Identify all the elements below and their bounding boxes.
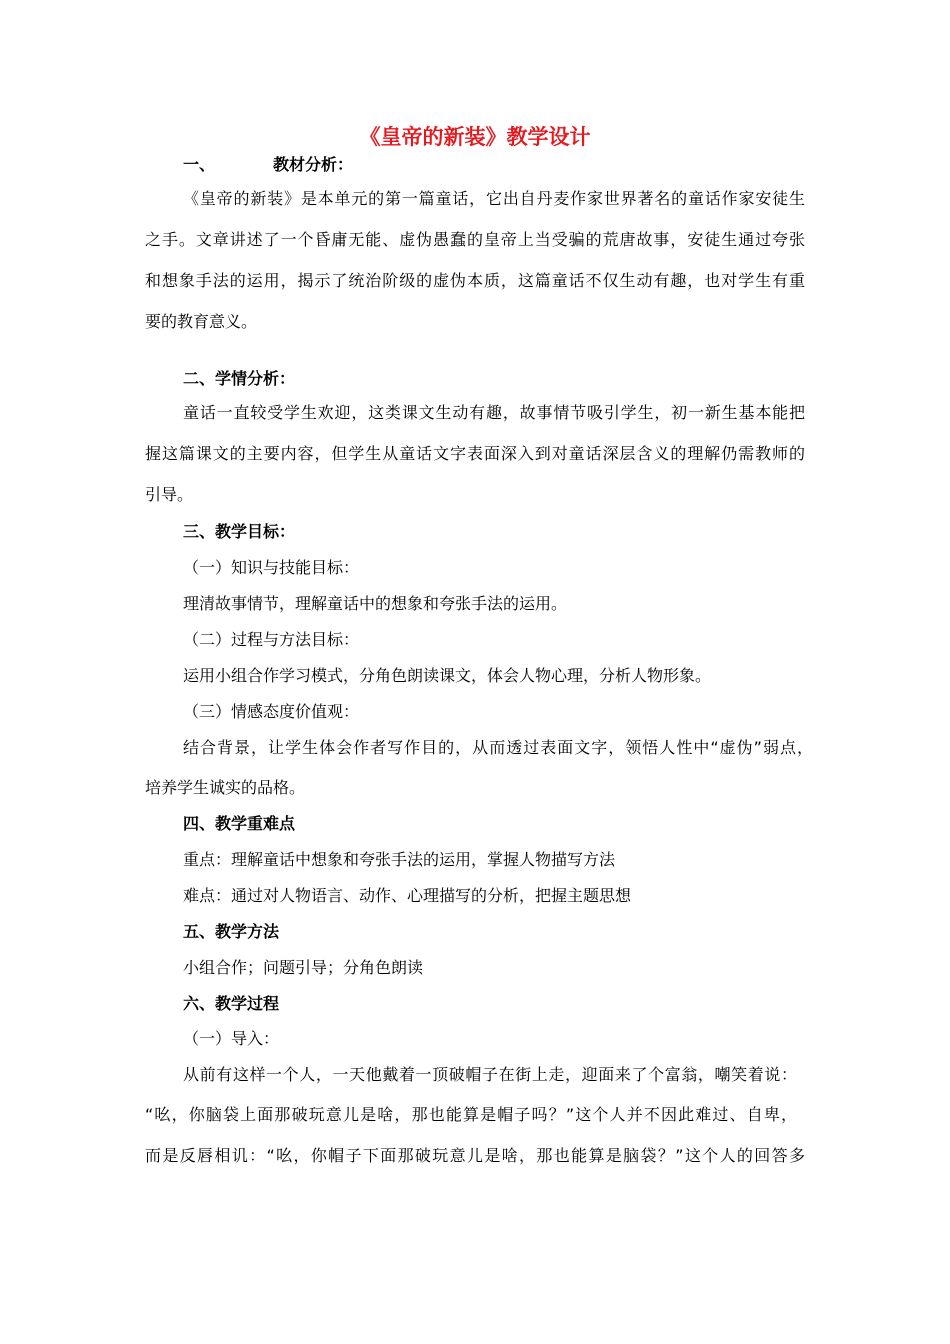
section-6-heading: 六、教学过程 bbox=[183, 994, 280, 1013]
section-6-intro-line: 从前有这样一个人，一天他戴着一顶破帽子在街上走，迎面来了个富翁，嘲笑着说： bbox=[183, 1065, 797, 1084]
section-3-subheading-process: （二）过程与方法目标： bbox=[183, 630, 360, 649]
section-3-emotion-line: 结合背景，让学生体会作者写作目的，从而透过表面文字，领悟人性中“虚伪”弱点， bbox=[183, 738, 813, 757]
section-4-key-point: 重点：理解童话中想象和夸张手法的运用，掌握人物描写方法 bbox=[183, 850, 616, 869]
section-1-heading: 教材分析： bbox=[273, 155, 354, 174]
section-3-knowledge-text: 理清故事情节，理解童话中的想象和夸张手法的运用。 bbox=[183, 594, 568, 613]
document-title: 《皇帝的新装》教学设计 bbox=[359, 125, 591, 149]
section-2-paragraph-line: 握这篇课文的主要内容，但学生从童话文字表面深入到对童话深层含义的理解仍需教师的 bbox=[145, 444, 805, 463]
section-6-intro-line: “吆，你脑袋上面那破玩意儿是啥，那也能算是帽子吗？”这个人并不因此难过、自卑， bbox=[145, 1105, 797, 1124]
section-6-subheading-intro: （一）导入： bbox=[183, 1029, 280, 1048]
section-1-paragraph-line: 《皇帝的新装》是本单元的第一篇童话，它出自丹麦作家世界著名的童话作家安徒生 bbox=[183, 189, 805, 208]
section-3-subheading-knowledge: （一）知识与技能目标： bbox=[183, 558, 360, 577]
section-3-heading: 三、教学目标： bbox=[183, 522, 296, 541]
section-4-difficult-point: 难点：通过对人物语言、动作、心理描写的分析，把握主题思想 bbox=[183, 886, 632, 905]
section-1-paragraph-line: 和想象手法的运用，揭示了统治阶级的虚伪本质，这篇童话不仅生动有趣，也对学生有重 bbox=[145, 271, 805, 290]
section-5-heading: 五、教学方法 bbox=[183, 922, 280, 941]
section-2-paragraph-line: 童话一直较受学生欢迎，这类课文生动有趣，故事情节吸引学生，初一新生基本能把 bbox=[183, 403, 805, 422]
section-1-paragraph-line: 要的教育意义。 bbox=[145, 312, 258, 331]
section-5-methods-text: 小组合作；问题引导；分角色朗读 bbox=[183, 958, 424, 977]
section-4-heading: 四、教学重难点 bbox=[183, 814, 296, 833]
section-1-paragraph-line: 之手。文章讲述了一个昏庸无能、虚伪愚蠢的皇帝上当受骗的荒唐故事，安徒生通过夸张 bbox=[145, 230, 805, 249]
section-3-emotion-line: 培养学生诚实的品格。 bbox=[145, 778, 306, 797]
section-6-intro-line: 而是反唇相讥：“吆，你帽子下面那破玩意儿是啥，那也能算是脑袋？”这个人的回答多 bbox=[145, 1146, 805, 1165]
section-2-heading: 二、学情分析： bbox=[183, 369, 296, 388]
section-3-subheading-emotion: （三）情感态度价值观： bbox=[183, 702, 360, 721]
section-2-paragraph-line: 引导。 bbox=[145, 485, 194, 504]
section-3-process-text: 运用小组合作学习模式，分角色朗读课文，体会人物心理，分析人物形象。 bbox=[183, 666, 712, 685]
section-1-number: 一、 bbox=[183, 155, 216, 174]
